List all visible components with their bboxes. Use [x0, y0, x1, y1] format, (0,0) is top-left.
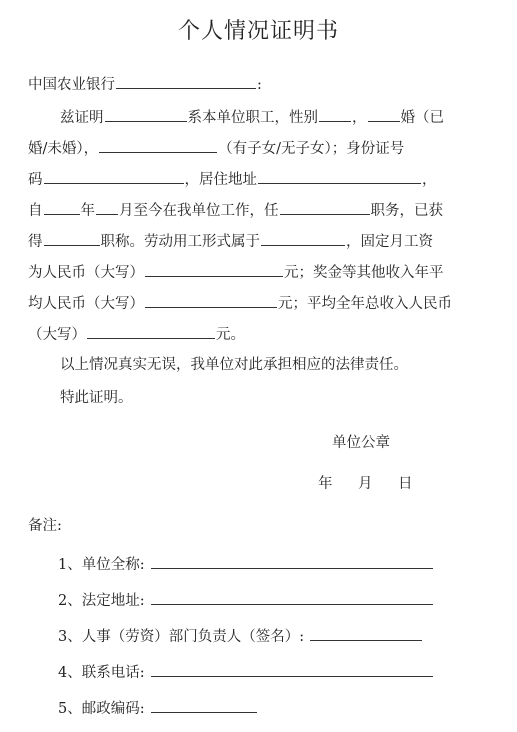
bonus-blank[interactable] [145, 292, 277, 308]
remark-postcode [58, 697, 258, 719]
children-blank[interactable] [99, 137, 217, 153]
body-line-3 [28, 168, 493, 190]
text-rmb-capital-1: 为人民币（大写） [28, 265, 144, 281]
gender-blank[interactable] [319, 106, 351, 122]
remark-company-name [58, 553, 434, 575]
text-position: 职务，已获 [370, 203, 443, 219]
body-line-1 [60, 106, 517, 128]
document-title: 个人情况证明书 [177, 19, 339, 44]
body-line-8 [28, 323, 493, 345]
body-line-10: 特此证明。 [60, 390, 133, 406]
title-blank[interactable] [44, 230, 100, 246]
remark-postcode-label: 5、邮政编码: [58, 701, 145, 717]
bank-branch-blank[interactable] [116, 73, 256, 89]
text-code: 码 [28, 172, 43, 188]
remark-legal-address-label: 2、法定地址: [58, 593, 145, 609]
start-year-blank[interactable] [44, 199, 80, 215]
text-monthly-salary: ，固定月工资 [346, 234, 433, 250]
bank-colon: : [257, 77, 262, 93]
text-yuan: 元。 [216, 327, 245, 343]
text-gender: 系本单位职工，性别 [187, 110, 318, 126]
body-line-2 [28, 137, 493, 159]
postcode-blank[interactable] [151, 697, 257, 713]
text-comma: ， [352, 110, 367, 126]
phone-blank[interactable] [151, 661, 433, 677]
employee-name-blank[interactable] [105, 106, 187, 122]
remark-legal-address [58, 589, 434, 611]
remark-hr-head [58, 625, 423, 647]
body-line-5 [28, 230, 493, 252]
date-day: 日 [398, 476, 413, 492]
date-year: 年 [318, 476, 333, 492]
remark-phone-label: 4、联系电话: [58, 665, 145, 681]
text-work-since: 月至今在我单位工作，任 [119, 203, 279, 219]
start-month-blank[interactable] [96, 199, 118, 215]
remark-company-name-label: 1、单位全称: [58, 557, 145, 573]
text-capital: （大写） [28, 327, 86, 343]
remark-phone [58, 661, 434, 683]
text-annual-income: 元；平均全年总收入人民币 [278, 296, 452, 312]
bank-label: 中国农业银行 [28, 77, 115, 93]
legal-address-blank[interactable] [151, 589, 433, 605]
text-comma-2: ， [422, 172, 437, 188]
company-name-blank[interactable] [151, 553, 433, 569]
text-obtain: 得 [28, 234, 43, 250]
body-line-4 [28, 199, 493, 221]
annual-income-blank[interactable] [87, 323, 215, 339]
text-marital-options: 婚/未婚）， [28, 141, 99, 157]
id-number-blank[interactable] [44, 168, 184, 184]
position-blank[interactable] [280, 199, 370, 215]
text-employment-type: 职称。劳动用工形式属于 [100, 234, 260, 250]
text-certify: 兹证明 [60, 110, 104, 126]
marital-blank[interactable] [368, 106, 400, 122]
body-line-9: 以上情况真实无误，我单位对此承担相应的法律责任。 [60, 357, 408, 373]
remarks-label: 备注: [28, 518, 62, 534]
text-year: 年 [80, 203, 95, 219]
date-month: 月 [358, 476, 373, 492]
remark-hr-head-label: 3、人事（劳资）部门负责人（签名）: [58, 629, 305, 645]
text-children-options: （有子女/无子女）；身份证号 [218, 141, 405, 157]
monthly-salary-blank[interactable] [145, 261, 283, 277]
body-line-6 [28, 261, 493, 283]
body-line-7 [28, 292, 493, 314]
text-marital: 婚（已 [400, 110, 444, 126]
hr-signature-blank[interactable] [310, 625, 422, 641]
bank-line [28, 73, 493, 95]
text-rmb-capital-2: 均人民币（大写） [28, 296, 144, 312]
text-bonus: 元；奖金等其他收入年平 [284, 265, 444, 281]
text-address: ，居住地址 [184, 172, 257, 188]
company-seal-label: 单位公章 [332, 435, 390, 451]
text-from: 自 [28, 203, 43, 219]
employment-type-blank[interactable] [261, 230, 345, 246]
address-blank[interactable] [258, 168, 421, 184]
